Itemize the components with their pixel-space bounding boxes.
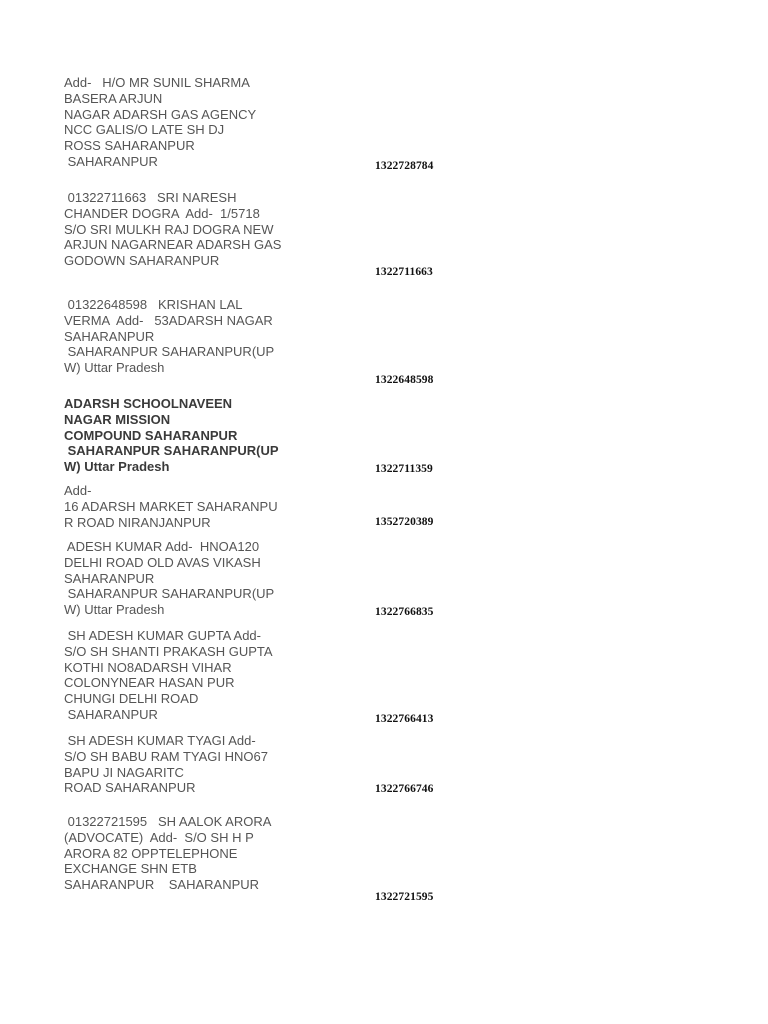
address-line: SAHARANPUR SAHARANPUR(UP [64, 586, 275, 602]
address-line: W) Uttar Pradesh [64, 360, 165, 376]
address-line: 01322721595 SH AALOK ARORA [64, 814, 272, 829]
address-line: KOTHI NO8ADARSH VIHAR [64, 659, 232, 675]
address-line: 16 ADARSH MARKET SAHARANPU [64, 498, 278, 514]
address-block [64, 483, 304, 530]
address-line: W) Uttar Pradesh [64, 459, 170, 475]
address-line: ARJUN NAGARNEAR ADARSH GAS [64, 237, 282, 253]
address-entry [64, 628, 304, 723]
address-entry [64, 483, 304, 530]
address-line: SH ADESH KUMAR GUPTA Add- [64, 628, 261, 643]
address-line: R ROAD NIRANJANPUR [64, 514, 211, 530]
phone-number: 1322728784 [375, 160, 434, 172]
address-line: VERMA Add- 53ADARSH NAGAR [64, 312, 273, 328]
phone-number: 1322766413 [375, 713, 434, 725]
phone-number: 1322766746 [375, 783, 434, 795]
address-line: S/O SH SHANTI PRAKASH GUPTA [64, 643, 273, 659]
address-line: SH ADESH KUMAR TYAGI Add- [64, 733, 256, 748]
address-line: SAHARANPUR SAHARANPUR(UP [64, 344, 275, 360]
address-line: ROAD SAHARANPUR [64, 780, 196, 796]
address-line: COLONYNEAR HASAN PUR [64, 675, 235, 691]
address-line: 01322648598 KRISHAN LAL [64, 297, 243, 312]
address-line: S/O SRI MULKH RAJ DOGRA NEW [64, 221, 274, 237]
address-line: SAHARANPUR SAHARANPUR(UP [64, 443, 279, 459]
address-entry [64, 733, 304, 796]
address-line: SAHARANPUR [64, 706, 158, 722]
address-block [64, 628, 304, 723]
phone-number: 1322711663 [375, 266, 433, 278]
address-line: S/O SH BABU RAM TYAGI HNO67 [64, 748, 268, 764]
address-line: NAGAR ADARSH GAS AGENCY [64, 106, 257, 122]
address-entry [64, 297, 304, 376]
address-line: SAHARANPUR [64, 570, 155, 586]
address-block [64, 396, 304, 475]
address-line: 01322711663 SRI NARESH [64, 190, 237, 205]
address-block [64, 297, 304, 376]
address-entry [64, 190, 304, 269]
address-line: CHUNGI DELHI ROAD [64, 691, 199, 707]
address-line: ARORA 82 OPPTELEPHONE [64, 845, 238, 861]
address-entry [64, 396, 304, 475]
address-entry [64, 814, 304, 893]
address-line: COMPOUND SAHARANPUR [64, 427, 238, 443]
address-line: (ADVOCATE) Add- S/O SH H P [64, 829, 254, 845]
address-line: EXCHANGE SHN ETB [64, 861, 197, 877]
address-block [64, 733, 304, 796]
address-line: ROSS SAHARANPUR [64, 138, 195, 154]
address-entry [64, 75, 304, 170]
address-line: ADARSH SCHOOLNAVEEN [64, 396, 233, 411]
address-entry [64, 539, 304, 618]
phone-number: 1352720389 [375, 516, 434, 528]
address-line: ADESH KUMAR Add- HNOA120 [64, 539, 260, 554]
address-line: NAGAR MISSION [64, 411, 171, 427]
address-line: BAPU JI NAGARITC [64, 764, 184, 780]
address-block [64, 190, 304, 269]
address-line: Add- [64, 483, 92, 498]
address-line: CHANDER DOGRA Add- 1/5718 [64, 205, 260, 221]
address-block [64, 814, 304, 893]
address-line: SAHARANPUR [64, 153, 158, 169]
phone-number: 1322766835 [375, 606, 434, 618]
address-line: BASERA ARJUN [64, 90, 163, 106]
phone-number: 1322711359 [375, 463, 433, 475]
address-line: GODOWN SAHARANPUR [64, 253, 220, 269]
phone-number: 1322648598 [375, 374, 434, 386]
address-line: DELHI ROAD OLD AVAS VIKASH [64, 554, 261, 570]
address-line: NCC GALIS/O LATE SH DJ [64, 122, 225, 138]
address-line: SAHARANPUR [64, 328, 155, 344]
address-line: W) Uttar Pradesh [64, 602, 165, 618]
address-line: SAHARANPUR SAHARANPUR [64, 877, 260, 893]
address-block [64, 75, 304, 170]
phone-number: 1322721595 [375, 891, 434, 903]
address-line: Add- H/O MR SUNIL SHARMA [64, 75, 250, 90]
address-block [64, 539, 304, 618]
